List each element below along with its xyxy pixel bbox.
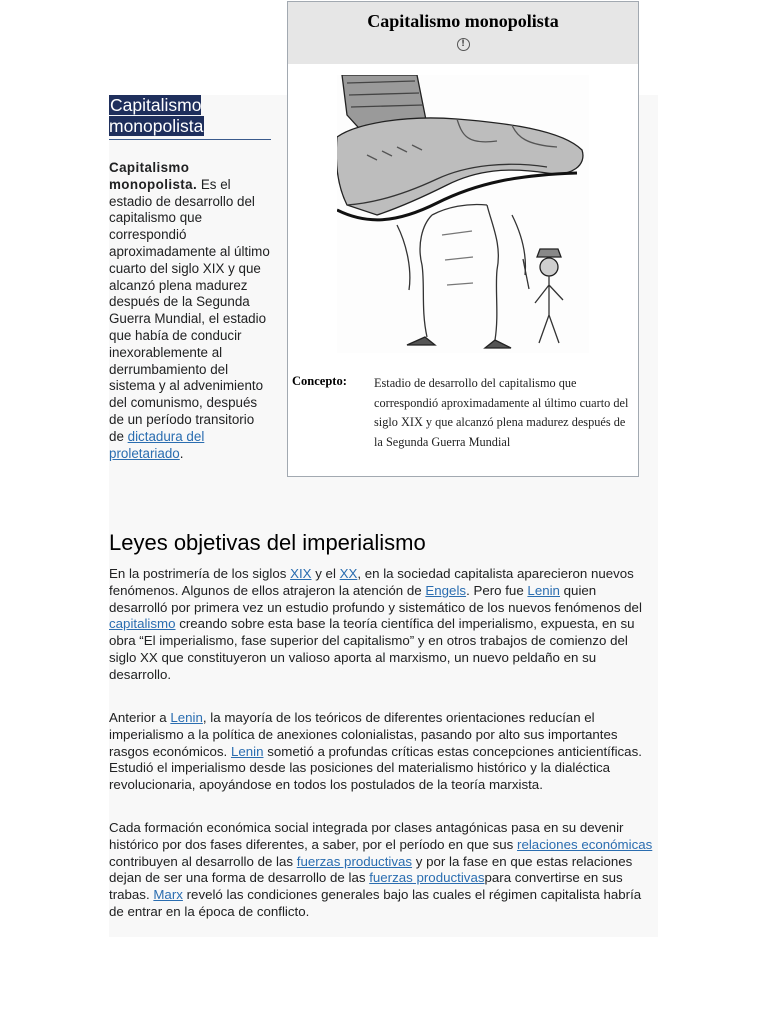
link-fuerzas-productivas[interactable]: fuerzas productivas [369, 870, 485, 886]
link-dictadura-del-proletariado[interactable]: dictadura del proletariado [109, 428, 205, 461]
infobox-image[interactable] [337, 75, 589, 353]
paragraph-1: En la postrimería de los siglos XIX y el XX, en la sociedad capitalista aparecieron nuevos fenómenos. Algunos de ellos atrajeron la atención de Engels. Pero fue Lenin quien desarrolló por primera vez un estudio profundo y sistemático de los nuevos fenómenos del capitalismo creando sobre esta base la teoría científica del imperialismo, expuesta, en su obra “El imperialismo, fase superior del capitalismo” y en otros trabajos de comienzo del siglo XX que constituyeron un valioso aporta al marxismo, un nuevo peldaño en su desarrollo. [109, 566, 642, 682]
intro-bold-term: Capitalismo monopolista. [109, 160, 198, 192]
intro-text: Es el estadio de desarrollo del capitalismo que correspondió aproximadamente al último cuarto del siglo XIX y que alcanzó plena madurez después de la Segunda Guerra Mundial, el estadio que había de conducir inexorablemente al derrumbamiento del sistema y al advenimiento del comunismo, después de un período transitorio de [109, 176, 270, 444]
link-lenin[interactable]: Lenin [527, 582, 560, 598]
link-marx[interactable]: Marx [153, 887, 183, 903]
boot-crushing-worker-illustration [337, 75, 589, 353]
article-title: Capitalismo monopolista [109, 95, 204, 136]
intro-paragraph: Capitalismo monopolista. Es el estadio de desarrollo del capitalismo que correspondió aproximadamente al último cuarto del siglo XIX y que alcanzó plena madurez después de la Segunda Guerra Mundial, el estadio que había de conducir inexorablemente al derrumbamiento del sistema y al advenimiento del comunismo, después de un período transitorio de dictadura del proletariado. [109, 160, 270, 461]
link-relaciones-economicas[interactable]: relaciones económicas [517, 836, 653, 852]
link-engels[interactable]: Engels [425, 582, 467, 598]
section-heading: Leyes objetivas del imperialismo [109, 530, 426, 555]
concept-value: Estadio de desarrollo del capitalismo que correspondió aproximadamente al último cuarto del siglo XIX y que alcanzó plena madurez después de la Segunda Guerra Mundial [374, 376, 629, 449]
link-xix[interactable]: XIX [290, 566, 312, 581]
infobox-title: Capitalismo monopolista [367, 11, 559, 31]
infobox [287, 1, 639, 477]
info-icon[interactable]: ! [457, 38, 470, 51]
article-title-box [109, 95, 271, 140]
link-capitalismo[interactable]: capitalismo [109, 616, 176, 632]
paragraph-2: Anterior a Lenin, la mayoría de los teóricos de diferentes orientaciones reducían el imperialismo a la política de anexiones colonialistas, pasando por alto sus importantes rasgos económicos. Lenin sometió a profundas críticas estas concepciones anticientíficas. Estudió el imperialismo desde las posiciones del materialismo histórico y la dialéctica revolucionaria, apoyándose en todos los postulados de la teoría marxista. [109, 710, 642, 793]
link-xx[interactable]: XX [339, 566, 358, 581]
paragraph-3: Cada formación económica social integrada por clases antagónicas pasa en su devenir histórico por dos fases diferentes, a saber, por el período en que sus relaciones económicas contribuyen al desarrollo de las fuerzas productivas y por la fase en que estas relaciones dejan de ser una forma de desarrollo de las fuerzas productivaspara convertirse en sus trabas. Marx reveló las condiciones generales bajo las cuales el régimen capitalista habría de entrar en la época de conflicto. [109, 820, 653, 919]
link-lenin[interactable]: Lenin [170, 710, 203, 725]
link-lenin[interactable]: Lenin [230, 743, 264, 759]
infobox-header [288, 2, 638, 64]
link-fuerzas-productivas[interactable]: fuerzas productivas [296, 853, 413, 869]
concept-label: Concepto: [292, 374, 347, 388]
